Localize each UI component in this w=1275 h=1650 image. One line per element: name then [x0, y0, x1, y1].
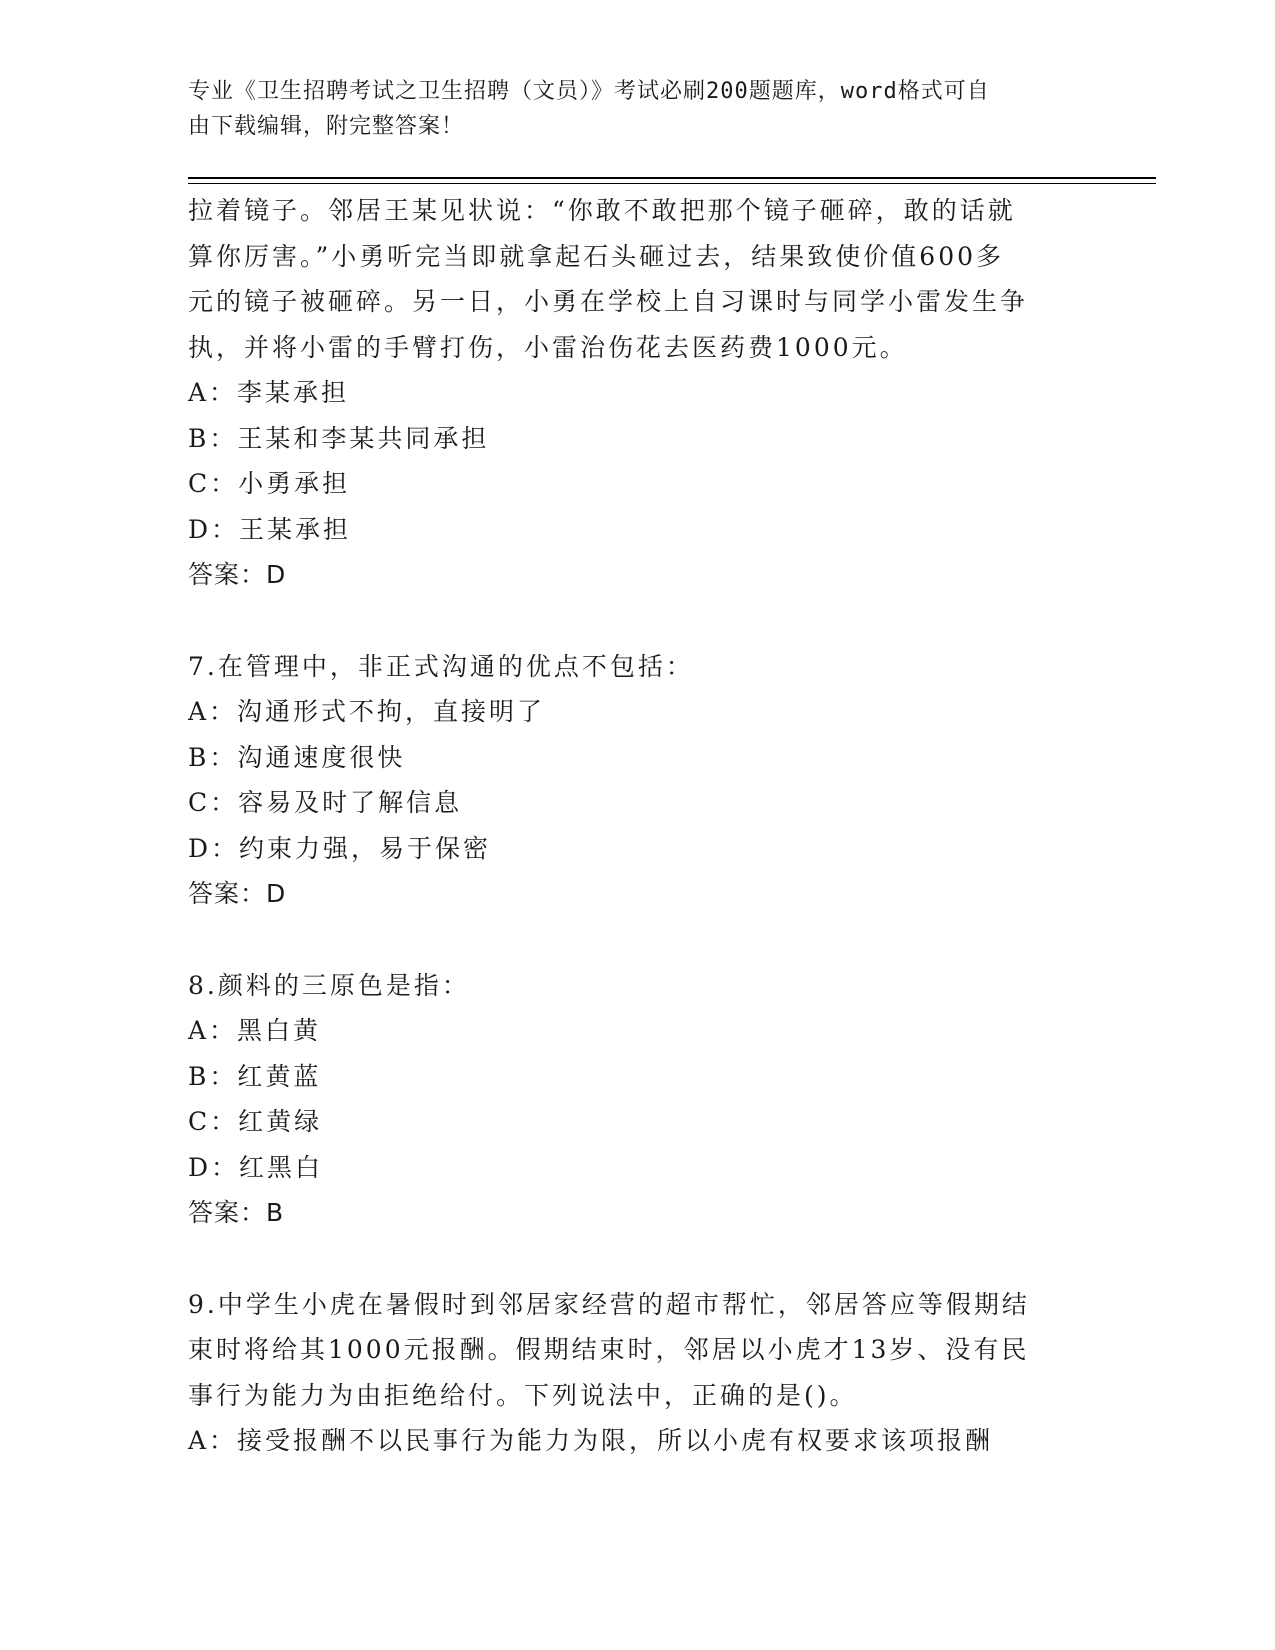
option-a: A：接受报酬不以民事行为能力为限，所以小虎有权要求该项报酬	[188, 1426, 994, 1455]
question-spacer	[188, 1236, 1068, 1282]
stem-line: 事行为能力为由拒绝给付。下列说法中，正确的是()。	[188, 1380, 858, 1410]
stem-line: 束时将给其1000元报酬。假期结束时，邻居以小虎才13岁、没有民	[188, 1335, 1030, 1364]
option-c: C：小勇承担	[188, 469, 351, 498]
option-a: A：沟通形式不拘，直接明了	[188, 697, 546, 726]
stem-line: 拉着镜子。邻居王某见状说：“你敢不敢把那个镜子砸碎，敢的话就	[188, 196, 1016, 225]
question-stem	[188, 188, 1068, 370]
question-9	[188, 1282, 1068, 1464]
option-d: D：红黑白	[188, 1152, 324, 1182]
answer-line: 答案：D	[188, 560, 287, 589]
stem-line: 执，并将小雷的手臂打伤，小雷治伤花去医药费1000元。	[188, 332, 908, 362]
question-6	[188, 188, 1068, 598]
header-divider-thick	[188, 177, 1156, 179]
header-line-1: 专业《卫生招聘考试之卫生招聘（文员）》考试必刷200题题库，word格式可自	[188, 79, 990, 104]
option-c: C：容易及时了解信息	[188, 788, 463, 817]
option-b: B：红黄蓝	[188, 1061, 322, 1091]
option-d: D：约束力强，易于保密	[188, 833, 492, 863]
option-b: B：王某和李某共同承担	[188, 423, 490, 453]
stem-line: 7.在管理中，非正式沟通的优点不包括：	[188, 651, 694, 681]
answer-line: 答案：D	[188, 879, 287, 908]
document-header	[188, 74, 1068, 144]
option-c: C：红黄绿	[188, 1107, 323, 1136]
header-divider-thin	[188, 183, 1156, 184]
question-stem	[188, 1282, 1068, 1419]
question-stem	[188, 644, 1068, 690]
option-a: A：李某承担	[188, 378, 350, 407]
stem-line: 9.中学生小虎在暑假时到邻居家经营的超市帮忙，邻居答应等假期结	[188, 1289, 1030, 1319]
header-line-2: 由下载编辑，附完整答案！	[188, 114, 465, 139]
question-stem	[188, 963, 1068, 1009]
option-a: A：黑白黄	[188, 1016, 322, 1045]
option-b: B：沟通速度很快	[188, 742, 406, 772]
stem-line: 元的镜子被砸碎。另一日，小勇在学校上自习课时与同学小雷发生争	[188, 287, 1029, 316]
stem-line: 算你厉害。”小勇听完当即就拿起石头砸过去，结果致使价值600多	[188, 241, 1005, 271]
question-7	[188, 644, 1068, 917]
option-d: D：王某承担	[188, 514, 352, 544]
stem-line: 8.颜料的三原色是指：	[188, 970, 470, 1000]
question-content	[188, 188, 1068, 1464]
question-8	[188, 963, 1068, 1236]
answer-line: 答案：B	[188, 1198, 285, 1227]
question-spacer	[188, 917, 1068, 963]
question-spacer	[188, 598, 1068, 644]
